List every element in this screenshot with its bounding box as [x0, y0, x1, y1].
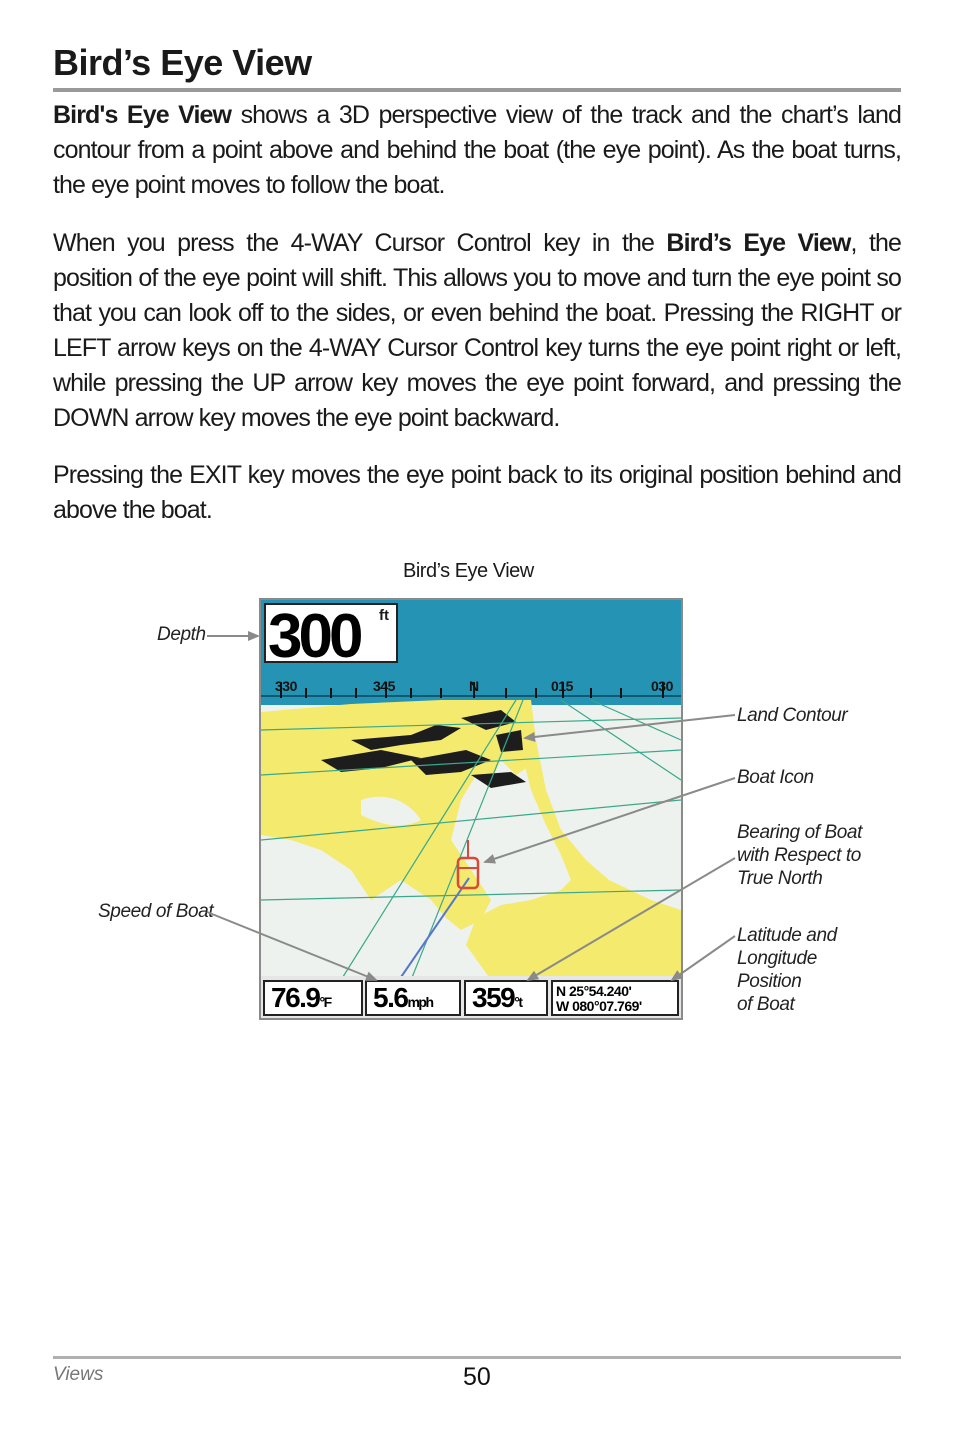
temperature-value: 76.9: [271, 982, 320, 1013]
title-rule: [53, 88, 901, 92]
compass-label: 030: [651, 678, 673, 694]
callout-speed: Speed of Boat: [98, 901, 214, 922]
water-temperature-readout: [263, 980, 363, 1016]
position-readout: [551, 980, 679, 1016]
paragraph-cursor-control-start: When you press the 4-WAY Cursor Control key in the: [53, 229, 667, 257]
compass-label: 015: [551, 678, 573, 694]
callout-bearing-line: Bearing of Boat: [737, 822, 862, 843]
longitude: 080°07.769': [572, 998, 642, 1014]
callout-latlon-line: Latitude and: [737, 925, 837, 946]
depth-unit: ft: [379, 607, 389, 624]
speed-unit: mph: [407, 994, 433, 1010]
birds-eye-view-screen: [259, 598, 683, 1020]
depth-value: 300: [268, 602, 360, 671]
callout-latlon-line: Position: [737, 971, 802, 992]
bearing-unit: °t: [514, 994, 522, 1010]
callout-bearing-line: with Respect to: [737, 845, 861, 866]
term-birds-eye-view: Bird’s Eye View: [666, 229, 851, 257]
bearing-value: 359: [472, 982, 515, 1013]
latitude: 25°54.240': [569, 983, 632, 999]
compass-label-north: N: [469, 678, 479, 694]
paragraph-cursor-control-end: , the position of the eye point will shift. This allows you to move and turn the eye point so that you can look off to the sides, or even behind the boat. Pressing the RIGHT or LEFT arrow keys on the 4-WAY Cursor Control key turns the eye point right or left, while pressing the UP arrow key moves the eye point forward, and pressing the DOWN arrow key moves the eye point backward.: [53, 229, 901, 432]
lon-hemisphere: W: [556, 998, 569, 1014]
callout-land-contour: Land Contour: [737, 705, 848, 726]
paragraph-cursor-control: [53, 226, 901, 436]
callout-latlon: [737, 924, 837, 1016]
bearing-readout: [464, 980, 548, 1016]
callout-boat-icon: Boat Icon: [737, 767, 814, 788]
data-bar: [261, 976, 681, 1018]
page-title: Bird’s Eye View: [53, 42, 312, 83]
speed-value: 5.6: [373, 982, 408, 1013]
callout-latlon-line: Longitude: [737, 948, 817, 969]
paragraph-intro-text: shows a 3D perspective view of the track and the chart’s land contour from a point above and behind the boat (the eye point). As the boat turns, the eye point moves to follow the boat.: [53, 101, 901, 199]
lat-hemisphere: N: [556, 983, 566, 999]
page-number: 50: [463, 1363, 491, 1391]
speed-readout: [365, 980, 461, 1016]
paragraph-intro: [53, 98, 901, 203]
footer-section: Views: [53, 1364, 104, 1385]
callout-depth: Depth: [157, 624, 206, 645]
footer-rule: [53, 1356, 901, 1359]
figure-caption: Bird’s Eye View: [403, 560, 534, 582]
callout-bearing-line: True North: [737, 868, 823, 889]
paragraph-exit-key: Pressing the EXIT key moves the eye point back to its original position behind and above the boat.: [53, 461, 901, 524]
compass-label: 330: [275, 678, 297, 694]
compass-label: 345: [373, 678, 395, 694]
depth-readout: [264, 602, 398, 671]
term-birds-eye-view: Bird's Eye View: [53, 101, 232, 129]
callout-bearing: [737, 821, 862, 890]
temperature-unit: °F: [319, 994, 331, 1010]
callout-latlon-line: of Boat: [737, 994, 795, 1015]
